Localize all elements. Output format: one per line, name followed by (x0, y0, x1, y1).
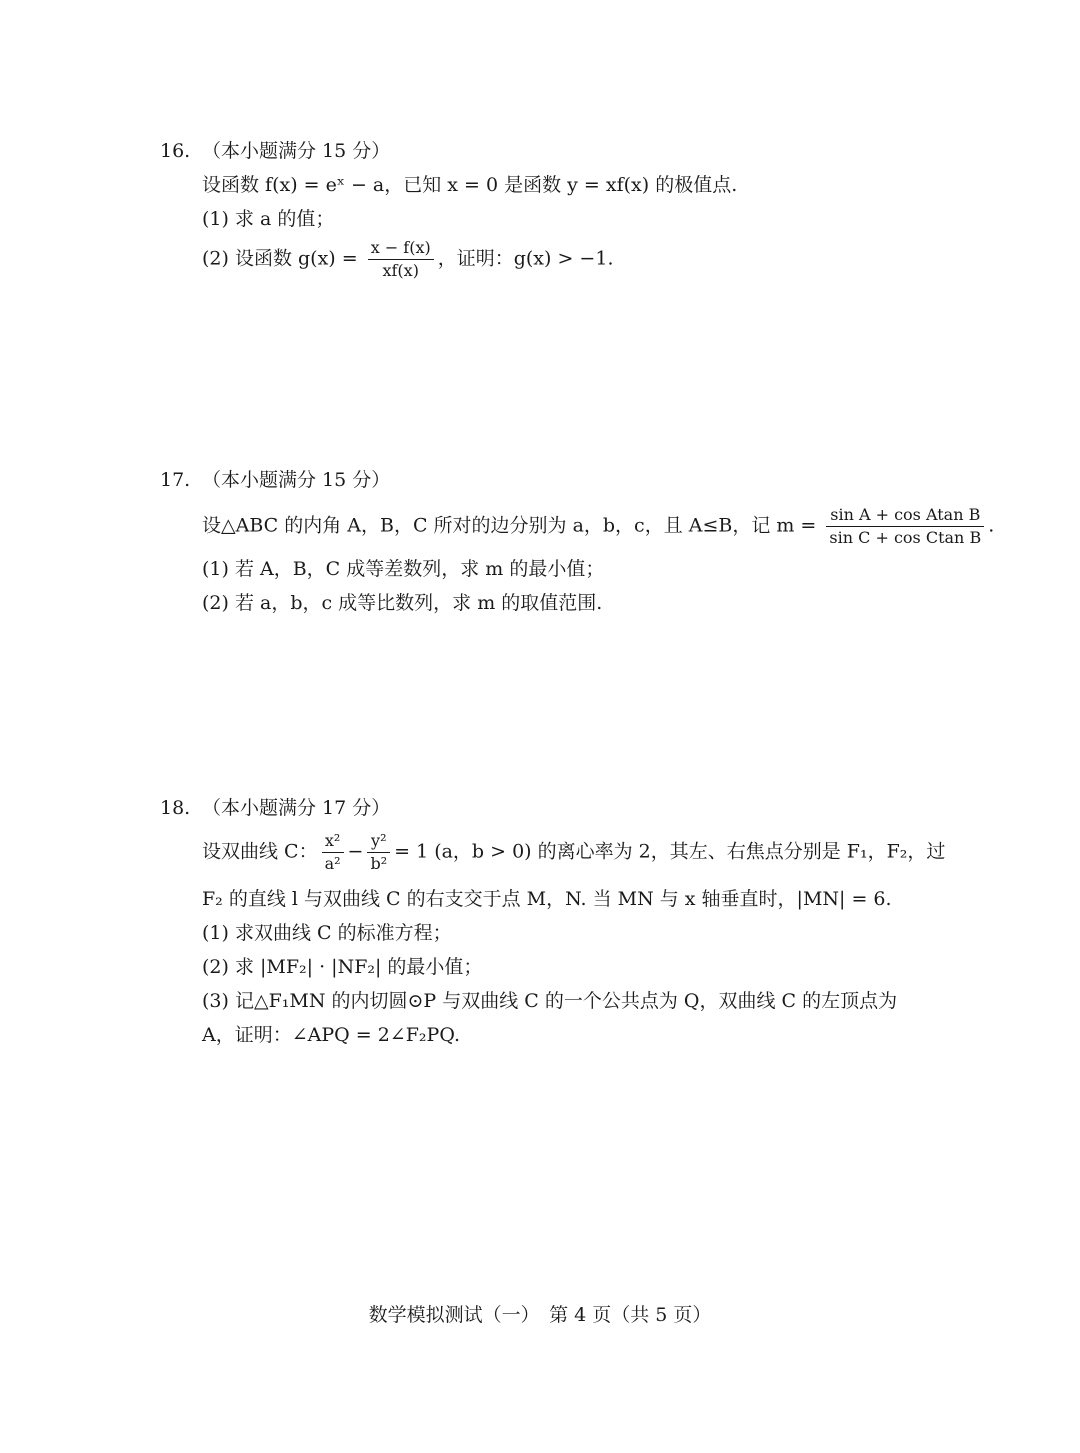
problem-number: 16. (160, 140, 191, 162)
problem-17-header (160, 467, 940, 493)
fraction-numerator: x − f(x) (368, 238, 434, 260)
problem-number: 18. (160, 797, 191, 819)
problem-18-stem-line2: F₂ 的直线 l 与双曲线 C 的右支交于点 M，N. 当 MN 与 x 轴垂直时，|MN| = 6. (202, 888, 892, 910)
problem-16-header (160, 138, 940, 164)
stem-suffix: = 1 (a，b > 0) 的离心率为 2，其左、右焦点分别是 F₁，F₂，过 (394, 840, 946, 863)
fraction-denominator: a² (324, 854, 341, 873)
problem-16-stem: 设函数 f(x) = eˣ − a，已知 x = 0 是函数 y = xf(x) 的极值点. (202, 174, 738, 196)
stem-fraction (826, 505, 984, 548)
problem-18 (160, 795, 946, 1048)
problem-16-part1: (1) 求 a 的值； (202, 208, 335, 230)
problem-18-part2: (2) 求 |MF₂| · |NF₂| 的最小值； (202, 956, 483, 978)
part2-prefix: (2) 设函数 g(x) = (202, 247, 358, 270)
stem-prefix: 设△ABC 的内角 A，B，C 所对的边分别为 a，b，c，且 A≤B，记 m = (202, 514, 817, 537)
part2-suffix: ，证明：g(x) > −1. (437, 247, 614, 270)
part2-fraction (368, 238, 434, 281)
fraction-numerator: y² (367, 831, 390, 853)
problem-18-part1: (1) 求双曲线 C 的标准方程； (202, 922, 452, 944)
problem-score: （本小题满分 17 分） (202, 797, 391, 819)
fraction-denominator: b² (370, 854, 388, 873)
problem-score: （本小题满分 15 分） (202, 140, 391, 162)
fraction-numerator: sin A + cos Atan B (826, 505, 984, 527)
problem-18-header (160, 795, 940, 821)
problem-18-part3-line1: (3) 记△F₁MN 的内切圆⊙P 与双曲线 C 的一个公共点为 Q，双曲线 C 的左顶点为 (202, 990, 898, 1012)
fraction-denominator: xf(x) (382, 261, 419, 280)
problem-17-part1: (1) 若 A，B，C 成等差数列，求 m 的最小值； (202, 558, 605, 580)
problem-17-stem (202, 505, 995, 548)
fraction-denominator: sin C + cos Ctan B (829, 528, 982, 547)
problem-17 (160, 467, 995, 616)
problem-18-stem (202, 831, 946, 874)
fraction-numerator: x² (322, 831, 344, 853)
problem-16-part2 (202, 238, 940, 281)
problem-17-part2: (2) 若 a，b，c 成等比数列，求 m 的取值范围. (202, 592, 603, 614)
problem-score: （本小题满分 15 分） (202, 469, 391, 491)
y-squared-fraction (367, 831, 390, 874)
x-squared-fraction (322, 831, 344, 874)
minus-sign: − (347, 840, 364, 863)
problem-16 (160, 138, 940, 281)
stem-prefix: 设双曲线 C： (202, 840, 318, 863)
page-footer: 数学模拟测试（一） 第 4 页（共 5 页） (368, 1304, 712, 1326)
stem-suffix: . (988, 514, 995, 537)
problem-number: 17. (160, 469, 191, 491)
problem-18-part3-line2: A，证明：∠APQ = 2∠F₂PQ. (202, 1024, 460, 1046)
